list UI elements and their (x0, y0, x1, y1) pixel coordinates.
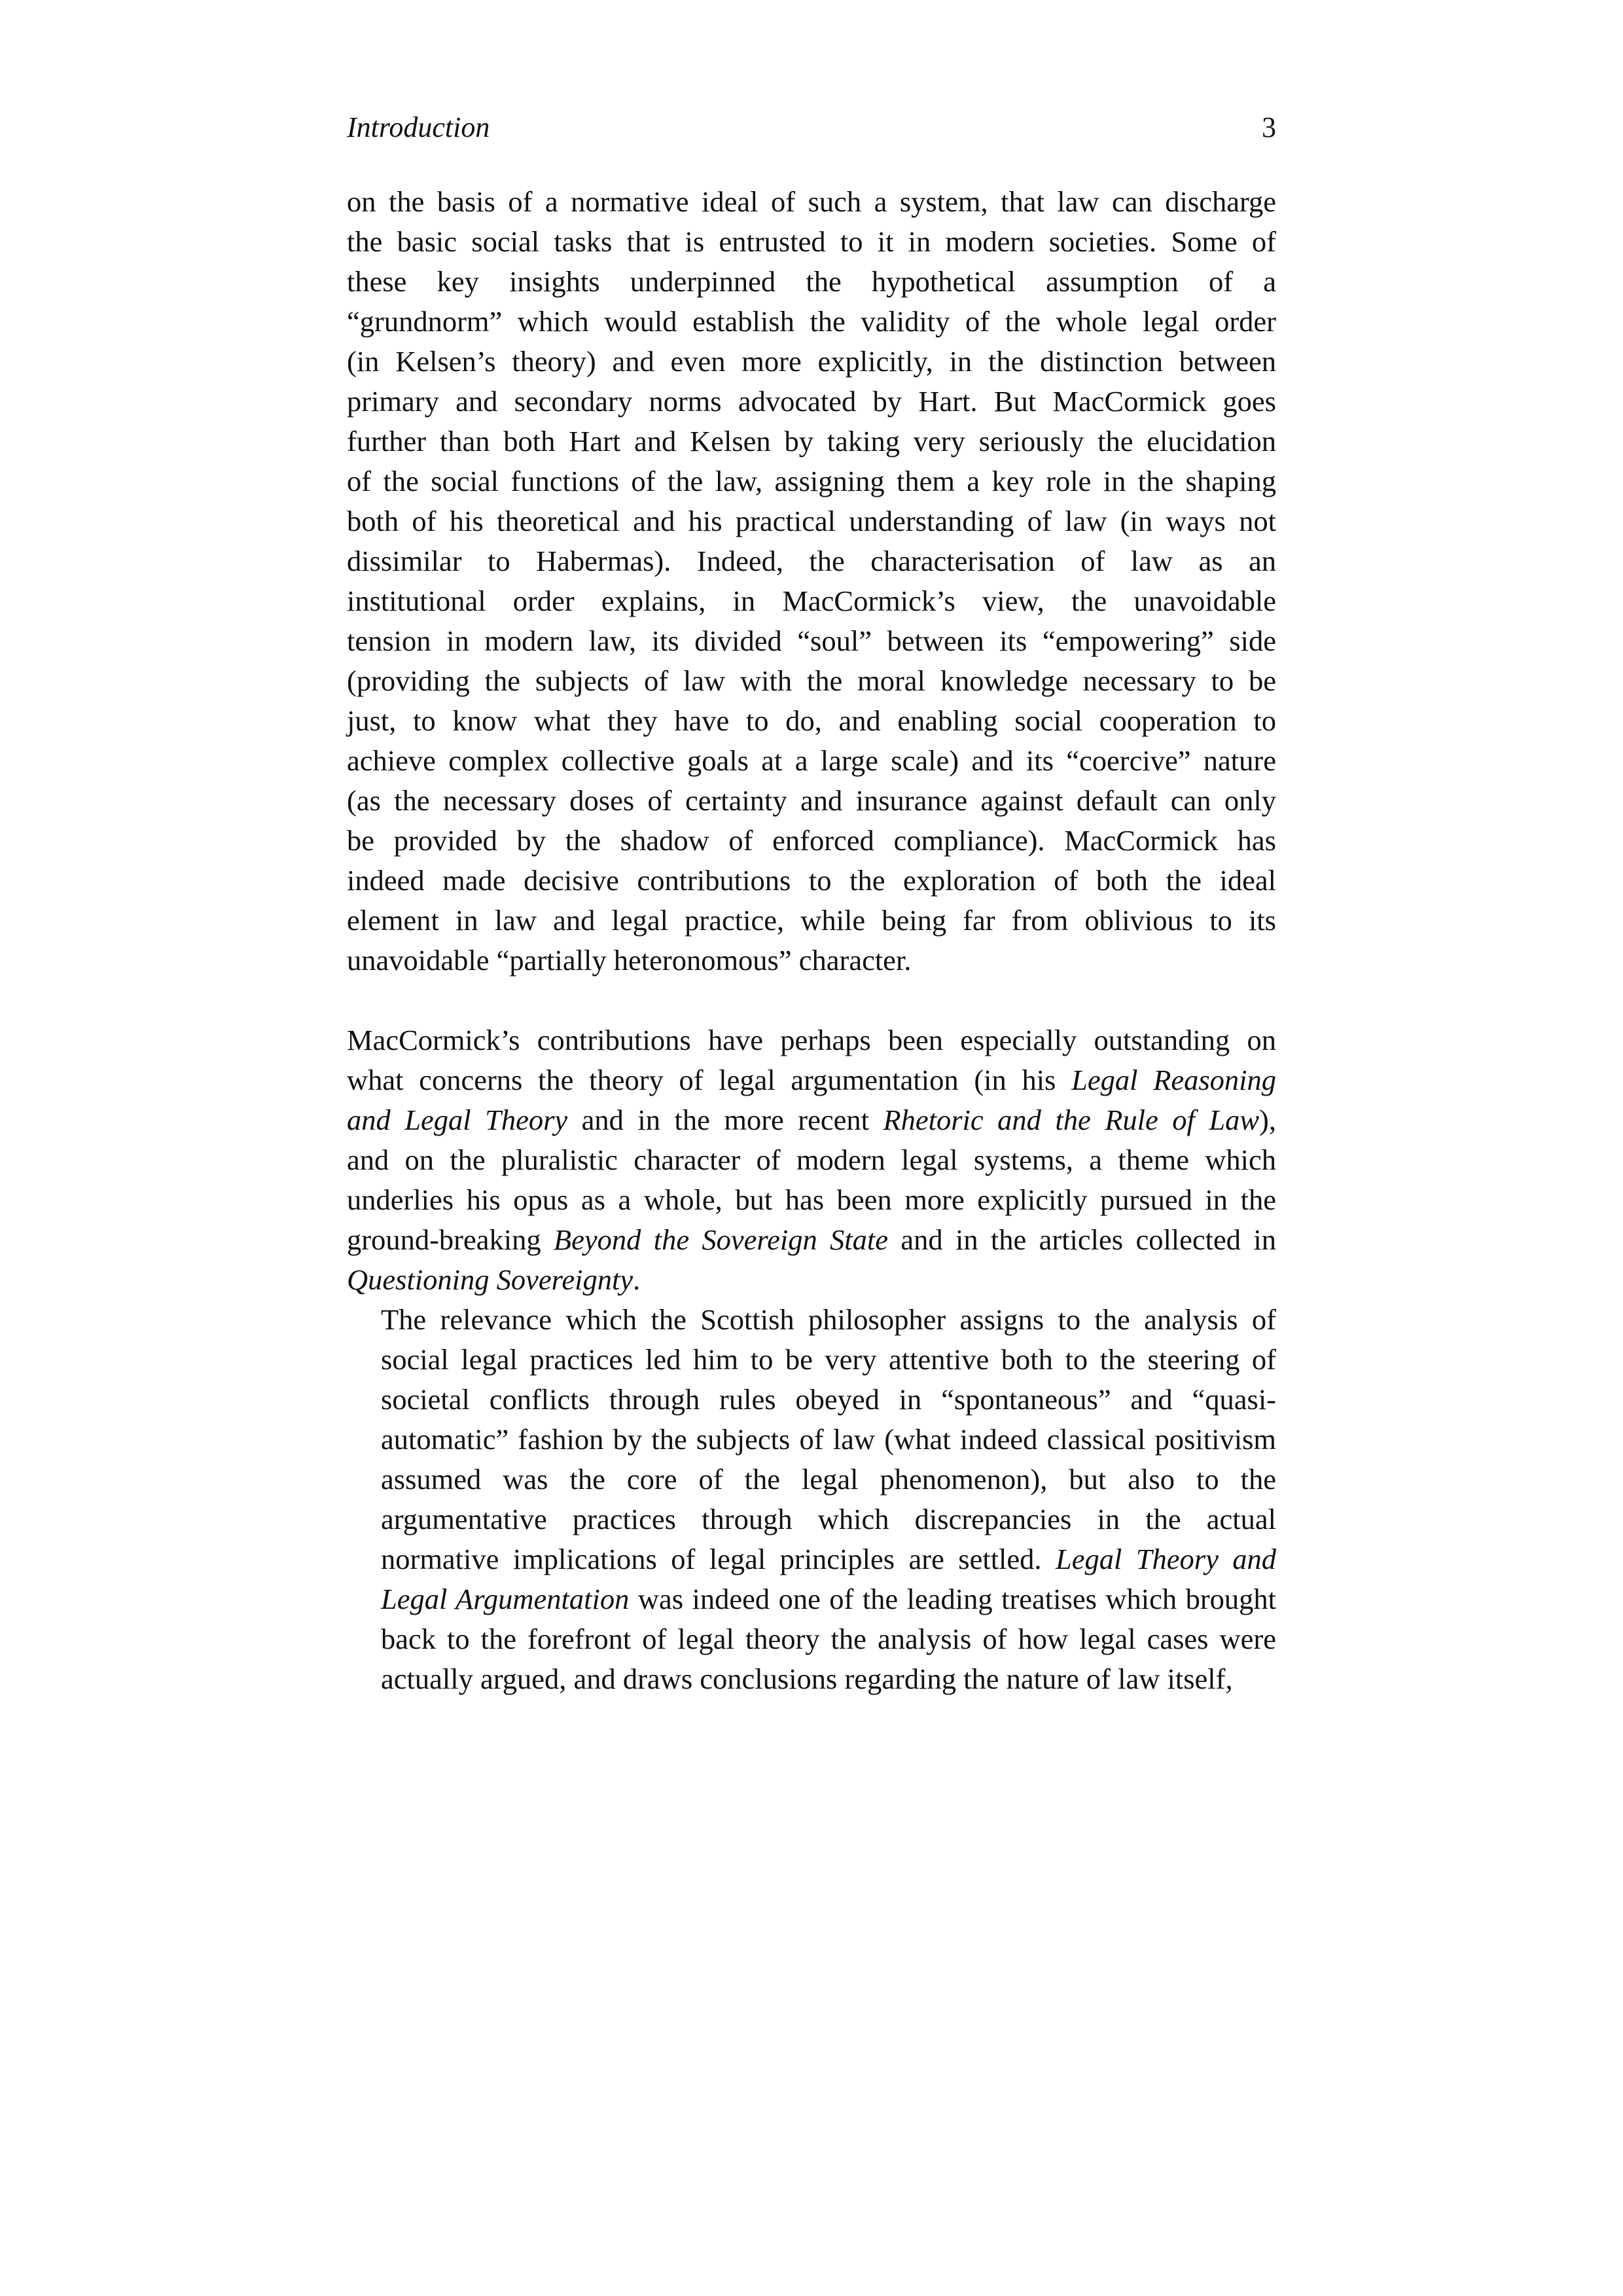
text-line (347, 1220, 1276, 1260)
text-line (347, 1380, 1276, 1420)
text-line (347, 541, 1276, 581)
text-line (347, 262, 1276, 302)
line-text: (in Kelsen’s theory) and even more explicitly, in the distinction between (347, 345, 1276, 378)
text-line (347, 821, 1276, 861)
line-text: and in the articles collected in (888, 1223, 1276, 1256)
italic-title-text: Legal Reasoning (1071, 1064, 1277, 1096)
text-line (347, 422, 1276, 461)
line-text: achieve complex collective goals at a large scale) and its “coercive” nature (347, 744, 1276, 777)
line-text: dissimilar to Habermas). Indeed, the characterisation of law as an (347, 545, 1276, 577)
text-line (347, 701, 1276, 741)
line-text: tension in modern law, its divided “soul” between its “empowering” side (347, 624, 1276, 657)
body-text (347, 182, 1276, 1699)
line-text: actually argued, and draws conclusions regarding the nature of law itself, (381, 1662, 1233, 1695)
text-line (347, 1140, 1276, 1180)
running-header (347, 108, 1276, 147)
italic-title-text: Rhetoric and the Rule of Law (883, 1103, 1260, 1136)
line-text: . (633, 1263, 641, 1296)
line-text: be provided by the shadow of enforced compliance). MacCormick has (347, 824, 1276, 857)
italic-title-text: Legal Argumentation (381, 1583, 630, 1615)
line-text: and in the more recent (567, 1103, 883, 1136)
text-line (347, 861, 1276, 901)
text-line (347, 1619, 1276, 1659)
text-line (347, 941, 1276, 980)
line-text: assumed was the core of the legal phenomenon), but also to the (381, 1463, 1276, 1496)
text-line (347, 1260, 1276, 1300)
text-line (347, 901, 1276, 941)
line-text: (providing the subjects of law with the moral knowledge necessary to be (347, 664, 1276, 697)
line-text: social legal practices led him to be very attentive both to the steering of (381, 1343, 1276, 1376)
text-line (347, 661, 1276, 701)
text-line (347, 741, 1276, 781)
text-line (347, 1659, 1276, 1699)
line-text: ground-breaking (347, 1223, 554, 1256)
line-text: unavoidable “partially heteronomous” character. (347, 944, 912, 977)
line-text: what concerns the theory of legal argumentation (in his (347, 1064, 1072, 1096)
text-line (347, 1460, 1276, 1499)
line-text: was indeed one of the leading treatises which brought (629, 1583, 1277, 1615)
text-line (347, 222, 1276, 262)
text-line (347, 621, 1276, 661)
text-line (347, 1020, 1276, 1060)
italic-title-text: Questioning Sovereignty (347, 1263, 633, 1296)
text-line (347, 382, 1276, 422)
text-line (347, 302, 1276, 342)
text-line (347, 1539, 1276, 1579)
line-text: element in law and legal practice, while being far from oblivious to its (347, 904, 1276, 937)
line-text: The relevance which the Scottish philosopher assigns to the analysis of (381, 1303, 1276, 1336)
line-text: underlies his opus as a whole, but has been more explicitly pursued in the (347, 1183, 1276, 1216)
italic-title-text: Legal Theory and (1055, 1543, 1276, 1575)
text-line (347, 1340, 1276, 1380)
line-text: automatic” fashion by the subjects of law (what indeed classical positivism (381, 1423, 1276, 1456)
paragraph-1 (347, 182, 1276, 980)
text-line (347, 1499, 1276, 1539)
text-line (347, 501, 1276, 541)
text-line (347, 1300, 1276, 1340)
line-text: back to the forefront of legal theory the analysis of how legal cases were (381, 1623, 1276, 1655)
line-text: just, to know what they have to do, and enabling social cooperation to (347, 704, 1276, 737)
line-text: argumentative practices through which discrepancies in the actual (381, 1503, 1276, 1535)
line-text: primary and secondary norms advocated by Hart. But MacCormick goes (347, 385, 1276, 418)
line-text: these key insights underpinned the hypothetical assumption of a (347, 265, 1276, 298)
line-text: “grundnorm” which would establish the validity of the whole legal order (347, 305, 1276, 338)
text-line (347, 781, 1276, 821)
line-text: (as the necessary doses of certainty and insurance against default can only (347, 784, 1276, 817)
italic-title-text: Beyond the Sovereign State (553, 1223, 889, 1256)
text-line (347, 1060, 1276, 1100)
paragraph-spacer (347, 980, 1276, 1020)
running-title: Introduction (347, 111, 490, 143)
text-line (347, 1579, 1276, 1619)
text-line (347, 342, 1276, 382)
line-text: institutional order explains, in MacCormick’s view, the unavoidable (347, 584, 1276, 617)
line-text: both of his theoretical and his practical understanding of law (in ways not (347, 505, 1276, 537)
line-text: ), (1259, 1103, 1276, 1136)
text-line (347, 581, 1276, 621)
text-line (347, 1180, 1276, 1220)
line-text: indeed made decisive contributions to the exploration of both the ideal (347, 864, 1276, 897)
line-text: the basic social tasks that is entrusted to it in modern societies. Some of (347, 225, 1276, 258)
line-text: MacCormick’s contributions have perhaps been especially outstanding on (347, 1024, 1276, 1056)
line-text: and on the pluralistic character of modern legal systems, a theme which (347, 1143, 1276, 1176)
page-number: 3 (1262, 111, 1276, 143)
italic-title-text: and Legal Theory (347, 1103, 568, 1136)
line-text: further than both Hart and Kelsen by taking very seriously the elucidation (347, 425, 1276, 457)
text-line (347, 182, 1276, 222)
line-text: on the basis of a normative ideal of such a system, that law can discharge (347, 185, 1276, 218)
text-line (347, 1420, 1276, 1460)
text-line (347, 461, 1276, 501)
line-text: of the social functions of the law, assigning them a key role in the shaping (347, 465, 1276, 497)
paragraph-2 (347, 1020, 1276, 1300)
text-line (347, 1100, 1276, 1140)
line-text: societal conflicts through rules obeyed in “spontaneous” and “quasi- (381, 1383, 1276, 1416)
line-text: normative implications of legal principles are settled. (381, 1543, 1056, 1575)
paragraph-3 (347, 1300, 1276, 1699)
